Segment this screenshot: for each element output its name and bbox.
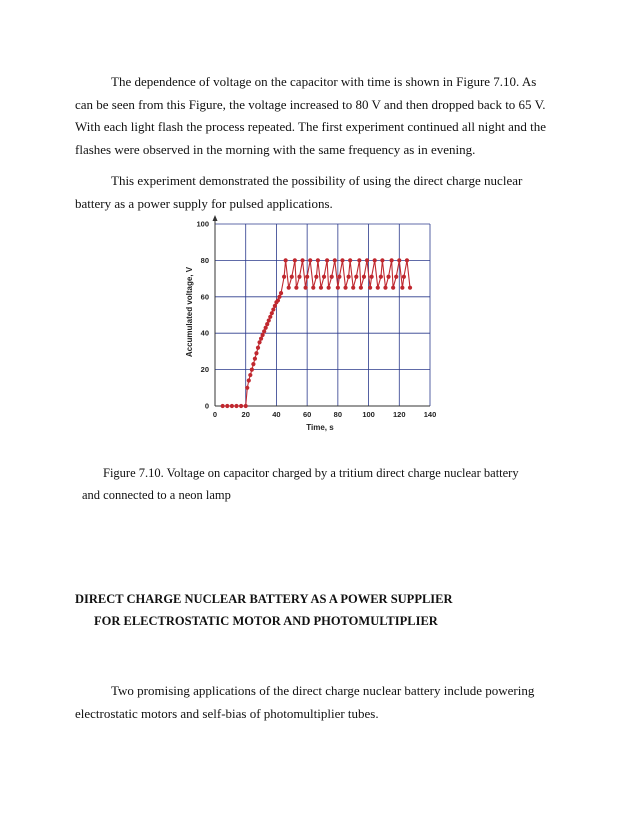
- data-point: [294, 286, 298, 290]
- data-point: [319, 286, 323, 290]
- x-tick-label: 60: [302, 410, 312, 419]
- data-point: [279, 291, 283, 295]
- data-point: [259, 337, 263, 341]
- y-tick-label: 60: [200, 292, 209, 302]
- data-point: [282, 275, 286, 279]
- paragraph-applications: Two promising applications of the direct charge nuclear battery include powering electrostatic motors and self-bias of photomultiplier tubes.: [75, 683, 535, 721]
- data-point: [373, 258, 377, 262]
- data-point: [376, 286, 380, 290]
- data-point: [284, 258, 288, 262]
- x-tick-label: 80: [333, 410, 343, 419]
- data-point: [327, 286, 331, 290]
- caption-line-2: and connected to a neon lamp: [82, 488, 231, 502]
- data-point: [304, 286, 308, 290]
- data-point: [316, 258, 320, 262]
- data-point: [333, 258, 337, 262]
- data-point: [267, 318, 271, 322]
- x-tick-label: 20: [241, 410, 250, 419]
- data-point: [264, 326, 268, 330]
- data-point: [330, 275, 334, 279]
- data-point: [357, 258, 361, 262]
- y-tick-label: 0: [204, 401, 209, 411]
- x-tick-label: 100: [362, 410, 375, 419]
- data-point: [250, 368, 254, 372]
- data-point: [245, 386, 249, 390]
- data-point: [262, 329, 266, 333]
- data-point: [322, 275, 326, 279]
- data-point: [391, 286, 395, 290]
- data-point: [234, 404, 238, 408]
- data-point: [244, 404, 248, 408]
- data-point: [225, 404, 229, 408]
- data-point: [248, 373, 252, 377]
- data-point: [290, 275, 294, 279]
- paragraph-voltage-dependence: The dependence of voltage on the capacitor with time is shown in Figure 7.10. As can be seen from this Figure, the voltage increased to 80 V and then dropped back to 65 V. With each light flash the process repeated. The first experiment continued all night and the flashes were observed in the morning with the same frequency as in evening.: [75, 74, 547, 157]
- chart-tick-labels: [196, 220, 436, 420]
- data-point: [402, 275, 406, 279]
- data-point: [314, 275, 318, 279]
- data-point: [337, 275, 341, 279]
- data-point: [397, 258, 401, 262]
- data-point: [408, 286, 412, 290]
- data-point: [268, 315, 272, 319]
- data-point: [351, 286, 355, 290]
- data-point: [359, 286, 363, 290]
- data-point: [297, 275, 301, 279]
- data-point: [253, 357, 257, 361]
- y-tick-label: 40: [200, 328, 209, 338]
- data-point: [230, 404, 234, 408]
- data-point: [254, 351, 258, 355]
- data-point: [370, 275, 374, 279]
- x-tick-label: 120: [393, 410, 406, 419]
- y-tick-label: 100: [196, 219, 209, 229]
- x-tick-label: 140: [423, 410, 437, 419]
- data-point: [383, 286, 387, 290]
- data-point: [394, 275, 398, 279]
- data-point: [261, 333, 265, 337]
- data-point: [343, 286, 347, 290]
- chart-ylabel: Accumulated voltage, V: [185, 266, 194, 358]
- x-tick-label: 40: [272, 410, 281, 419]
- y-tick-label: 20: [200, 365, 209, 375]
- y-tick-label: 80: [200, 255, 209, 265]
- data-point: [311, 286, 315, 290]
- data-point: [308, 258, 312, 262]
- data-point: [300, 258, 304, 262]
- data-point: [221, 404, 225, 408]
- x-tick-label: 0: [212, 410, 218, 419]
- caption-line-1: Figure 7.10. Voltage on capacitor charged by a tritium direct charge nuclear battery: [103, 466, 519, 480]
- data-point: [276, 298, 280, 302]
- data-point: [257, 340, 261, 344]
- section-heading-line-2: FOR ELECTROSTATIC MOTOR AND PHOTOMULTIPLIER: [94, 614, 438, 628]
- data-point: [270, 311, 274, 315]
- chart-grid: [215, 224, 430, 406]
- data-point: [400, 286, 404, 290]
- data-point: [347, 275, 351, 279]
- data-point: [239, 404, 243, 408]
- data-point: [354, 275, 358, 279]
- data-point: [362, 275, 366, 279]
- data-point: [390, 258, 394, 262]
- data-point: [368, 286, 372, 290]
- data-point: [256, 346, 260, 350]
- section-heading-line-1: DIRECT CHARGE NUCLEAR BATTERY AS A POWER SUPPLIER: [75, 592, 453, 606]
- data-point: [405, 258, 409, 262]
- figure-caption: [82, 462, 552, 506]
- data-point: [293, 258, 297, 262]
- chart-xlabel: Time, s: [306, 423, 334, 432]
- section-heading: [75, 588, 453, 632]
- voltage-time-chart: [180, 212, 450, 444]
- data-point: [273, 304, 277, 308]
- data-point: [287, 286, 291, 290]
- data-point: [348, 258, 352, 262]
- data-point: [277, 295, 281, 299]
- data-point: [265, 322, 269, 326]
- y-axis-arrow: [213, 215, 218, 221]
- data-point: [379, 275, 383, 279]
- chart-axes: [213, 215, 431, 406]
- data-point: [247, 378, 251, 382]
- data-point: [325, 258, 329, 262]
- data-point: [271, 307, 275, 311]
- data-point: [365, 258, 369, 262]
- data-point: [336, 286, 340, 290]
- data-point: [340, 258, 344, 262]
- data-point: [386, 275, 390, 279]
- data-point: [251, 362, 255, 366]
- data-point: [380, 258, 384, 262]
- data-point: [305, 275, 309, 279]
- paragraph-experiment-conclusion: This experiment demonstrated the possibility of using the direct charge nuclear battery as a power supply for pulsed applications.: [75, 173, 523, 211]
